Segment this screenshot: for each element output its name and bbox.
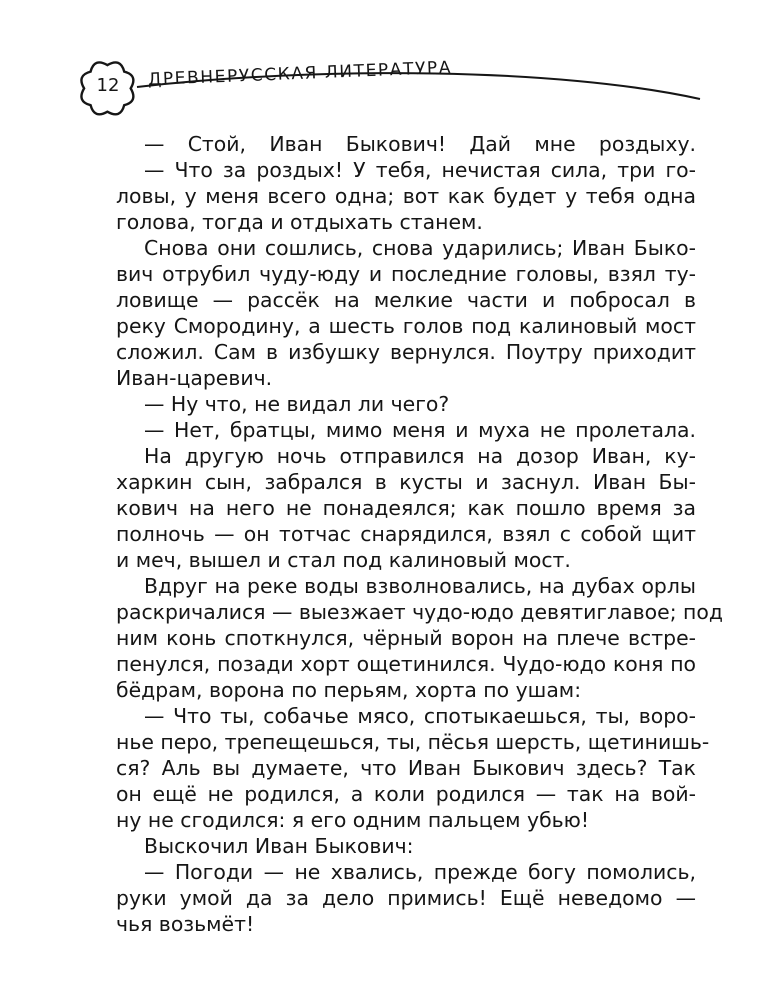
text-line: реку Смородину, а шесть голов под калиновый мост: [116, 314, 696, 338]
text-line: — Нет, братцы, мимо меня и муха не пролетала.: [144, 418, 696, 442]
text-line: сложил. Сам в избушку вернулся. Поутру приходит: [116, 340, 696, 364]
text-line: ловище — рассёк на мелкие части и побросал в: [116, 288, 696, 312]
story-text: [116, 131, 723, 937]
text-line: — Что за роздых! У тебя, нечистая сила, три го-: [144, 158, 696, 182]
section-title: ДРЕВНЕРУССКАЯ ЛИТЕРАТУРА: [147, 57, 453, 90]
text-line: Снова они сошлись, снова ударились; Иван Быко-: [144, 236, 696, 260]
text-line: — Погоди — не хвались, прежде богу помолись,: [144, 860, 696, 884]
text-line: Иван-царевич.: [116, 366, 273, 390]
text-line: раскричалися — выезжает чудо-юдо девятиглавое; под: [116, 600, 723, 624]
text-line: ловы, у меня всего одна; вот как будет у тебя одна: [116, 184, 696, 208]
text-line: нье перо, трепещешься, ты, пёсья шерсть, щетинишь-: [116, 730, 710, 754]
text-line: он ещё не родился, а коли родился — так на вой-: [116, 782, 696, 806]
text-line: пенулся, позади хорт ощетинился. Чудо-юдо коня по: [116, 652, 696, 676]
text-line: кович на него не понадеялся; как пошло время за: [116, 496, 696, 520]
text-line: ся? Аль вы думаете, что Иван Быкович здесь? Так: [116, 756, 696, 780]
text-line: Вдруг на реке воды взволновались, на дубах орлы: [144, 574, 696, 598]
text-line: Выскочил Иван Быкович:: [144, 834, 414, 858]
text-line: руки умой да за дело примись! Ещё неведомо —: [116, 886, 696, 910]
text-line: ним конь споткнулся, чёрный ворон на плече встре-: [116, 626, 696, 650]
text-line: — Ну что, не видал ли чего?: [144, 392, 450, 416]
text-line: и меч, вышел и стал под калиновый мост.: [116, 548, 571, 572]
text-line: На другую ночь отправился на дозор Иван, ку-: [144, 444, 696, 468]
text-line: — Стой, Иван Быкович! Дай мне роздыху.: [144, 132, 696, 156]
text-line: полночь — он тотчас снарядился, взял с собой щит: [116, 522, 696, 546]
text-line: голова, тогда и отдыхать станем.: [116, 210, 483, 234]
text-line: бёдрам, ворона по перьям, хорта по ушам:: [116, 678, 582, 702]
page-header: [0, 0, 760, 120]
text-line: — Что ты, собачье мясо, спотыкаешься, ты, воро-: [144, 704, 696, 728]
text-line: вич отрубил чуду-юду и последние головы, взял ту-: [116, 262, 696, 286]
text-line: харкин сын, забрался в кусты и заснул. Иван Бы-: [116, 470, 696, 494]
page-number: 12: [96, 75, 120, 96]
text-line: чья возьмёт!: [116, 912, 255, 936]
text-line: ну не сгодился: я его одним пальцем убью!: [116, 808, 589, 832]
